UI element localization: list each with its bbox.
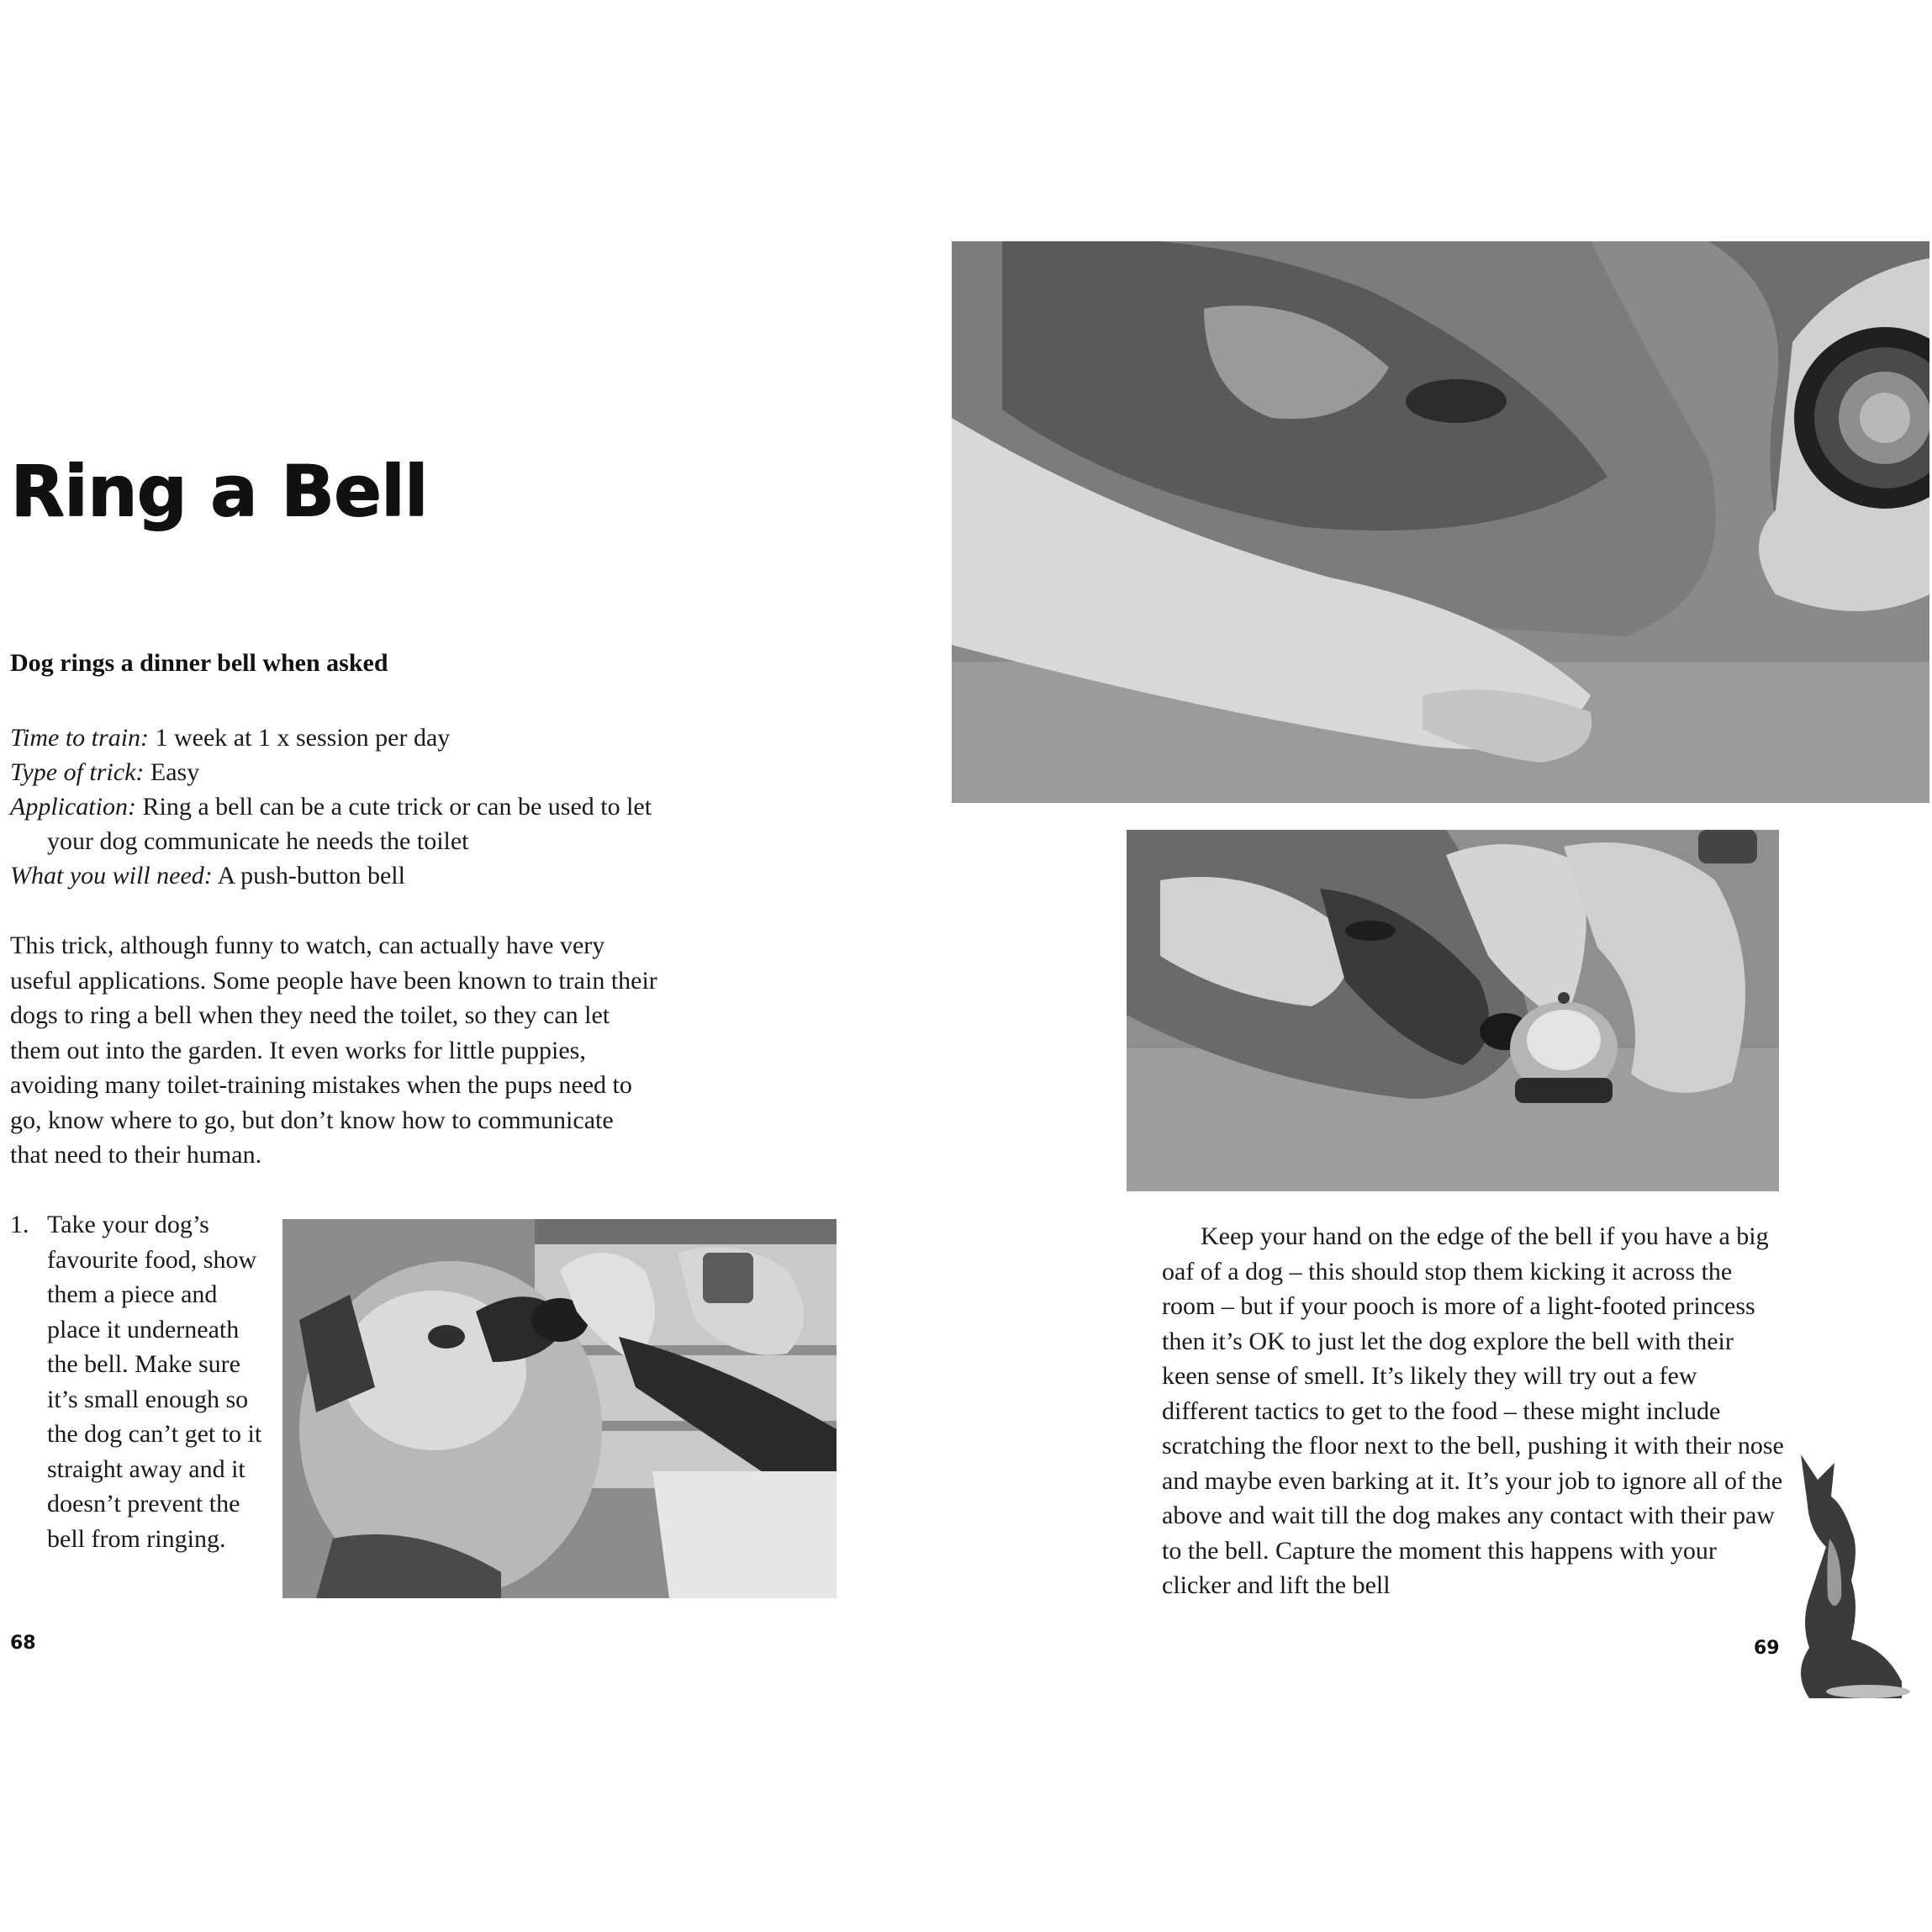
detail-application: Application: Ring a bell can be a cute trick or can be used to let your dog communicate he needs the toilet	[10, 793, 652, 855]
page-title: Ring a Bell	[10, 450, 428, 532]
intro-paragraph: This trick, although funny to watch, can actually have very useful applications. Some people have been known to train their dogs to ring a bell when they need the toilet, so they can let them out into the garden. It even works for little puppies, avoiding many toilet-training mistakes when the pups need to go, know where to go, but don’t know how to communicate that need to their human.	[10, 932, 657, 1169]
begging-dog-illustration	[1792, 1454, 1919, 1698]
trick-details	[10, 721, 674, 893]
photo-dog-nose-to-bell	[1127, 830, 1779, 1191]
page-number-left: 68	[10, 1633, 36, 1654]
detail-type: Type of trick: Easy	[10, 758, 200, 786]
step-text: Take your dog’s favourite food, show them a piece and place it underneath the bell. Make sure it’s small enough so the dog can’t get to it straight away and it doesn’t prevent the bell from ringing.	[47, 1211, 262, 1553]
detail-time: Time to train: 1 week at 1 x session per day	[10, 724, 451, 752]
photo-dog-sniffing-treat	[282, 1219, 837, 1598]
left-page	[0, 0, 908, 1932]
detail-needs: What you will need: A push-button bell	[10, 862, 405, 889]
trick-subtitle: Dog rings a dinner bell when asked	[10, 649, 388, 677]
continuation-paragraph: Keep your hand on the edge of the bell if you have a big oaf of a dog – this should stop them kicking it across the room – but if your pooch is more of a light-footed princess then it’s OK to just let the dog explore the bell with their keen sense of smell. It’s likely they will try out a few different tactics to get to the food – these might include scratching the floor next to the bell, pushing it with their nose and maybe even barking at it. It’s your job to ignore all of the above and wait till the dog makes any contact with their paw to the bell. Capture the moment this happens with your clicker and lift the bell	[1162, 1222, 1784, 1599]
step-number: 1.	[10, 1211, 29, 1238]
photo-dog-paw-and-bell	[952, 241, 1929, 803]
step-1	[10, 1207, 279, 1556]
page-number-right: 69	[1754, 1638, 1780, 1659]
